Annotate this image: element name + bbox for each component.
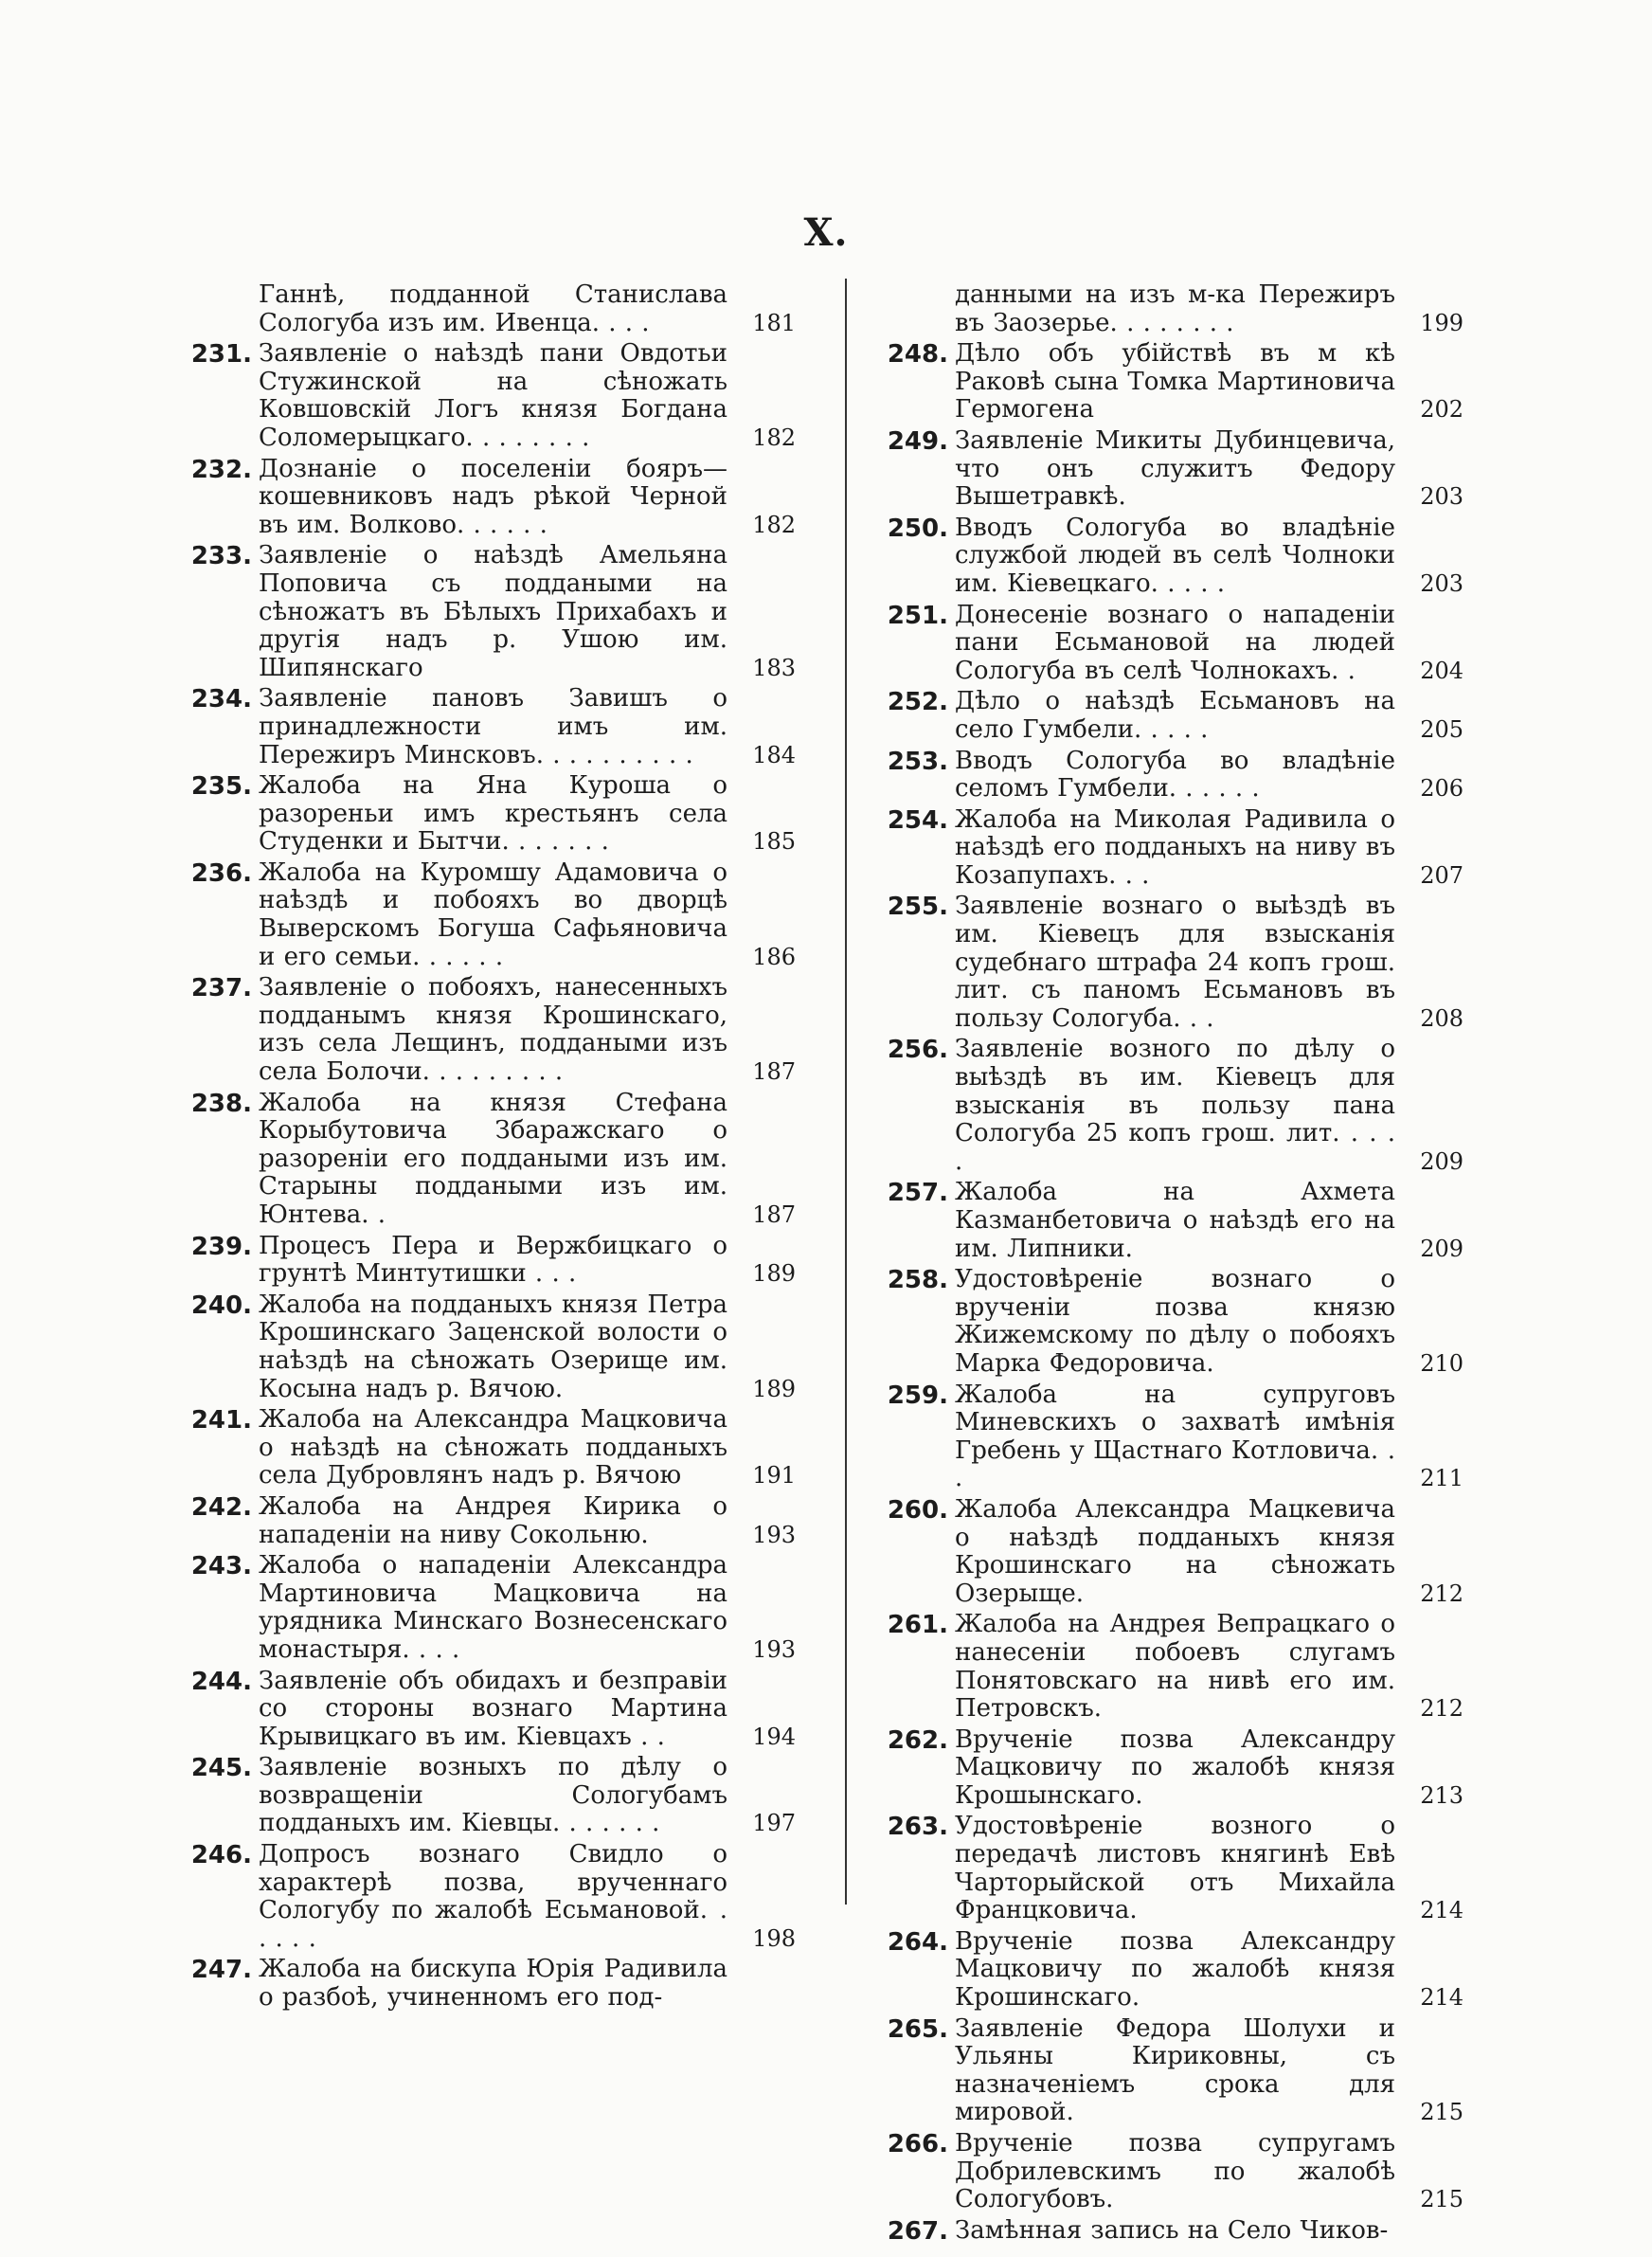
entry-page: 181 (752, 309, 796, 336)
toc-entry (876, 427, 1463, 512)
entry-number: 255. (887, 893, 948, 922)
entry-page: 189 (752, 1260, 796, 1288)
entry-text: Допросъ вознаго Свидло о характерѣ позва, врученнаго Сологубу по жалобѣ Есьмановой. . . . . . (259, 1840, 727, 1953)
entry-text: Жалоба на Яна Куроша о разореньи имъ крестьянъ села Студенки и Бытчи. . . . . . . (259, 771, 727, 857)
entry-text: Донесеніе вознаго о нападеніи пани Есьмановой на людей Сологуба въ селѣ Чолнокахъ. . (955, 600, 1395, 685)
entry-text: Заявленіе возного по дѣлу о выѣздѣ въ им. Кіевецъ для взысканія въ пользу пана Сологуба 25 копъ грош. лит. . . . . (955, 1035, 1395, 1176)
entry-text: Заявленіе о наѣздѣ пани Овдотьи Стужинской на сѣножать Ковшовскій Логъ князя Богдана Соломерыцкаго. . . . . . . . (259, 339, 727, 452)
entry-number: 256. (887, 1036, 948, 1065)
toc-entry (876, 1179, 1463, 1263)
entry-text: Удостовѣреніе возного о передачѣ листовъ княгинѣ Евѣ Чарторыйской отъ Михайла Францковича. (955, 1812, 1395, 1925)
entry-page: 203 (1420, 483, 1463, 511)
entry-page: 209 (1420, 1235, 1463, 1262)
entry-page: 184 (752, 741, 796, 768)
entry-page: 205 (1420, 715, 1463, 743)
entry-page: 197 (752, 1810, 796, 1837)
entry-page: 215 (1420, 2099, 1463, 2126)
entry-number: 252. (887, 688, 948, 717)
entry-text: Жалоба на Андрея Вепрацкаго о нанесеніи побоевъ слугамъ Понятовскаго на нивѣ его им. Петровскъ. (955, 1610, 1395, 1724)
entry-page: 215 (1420, 2186, 1463, 2213)
entry-page: 212 (1420, 1580, 1463, 1607)
entry-page: 191 (752, 1462, 796, 1490)
entry-number: 241. (190, 1406, 252, 1435)
toc-entry (180, 340, 796, 452)
entry-page: 204 (1420, 657, 1463, 684)
entry-text: Жалоба на Александра Мацковича о наѣздѣ на сѣножать подданыхъ села Дубровлянъ надъ р. Вячою (259, 1405, 727, 1490)
toc-entry (876, 806, 1463, 891)
entry-number: 248. (887, 340, 948, 370)
toc-entry (876, 281, 1463, 337)
entry-text: Врученіе позва супругамъ Добрилевскимъ по жалобѣ Сологубовъ. (955, 2129, 1395, 2214)
entry-text: Дѣло объ убійствѣ въ м кѣ Раковѣ сына Томка Мартиновича Гермогена (955, 339, 1395, 424)
entry-page: 213 (1420, 1781, 1463, 1809)
entry-number: 237. (190, 974, 252, 1003)
toc-entry (876, 1381, 1463, 1493)
toc-entry (876, 2217, 1463, 2246)
toc-entry (180, 859, 796, 971)
toc-entry (180, 1668, 796, 1752)
entry-text: Жалоба на Андрея Кирика о нападеніи на ниву Сокольню. (259, 1491, 727, 1549)
toc-entry (876, 340, 1463, 424)
entry-page: 210 (1420, 1349, 1463, 1377)
entry-text: Жалоба о нападеніи Александра Мартиновича Мацковича на урядника Минскаго Вознесенскаго монастыря. . . . (259, 1551, 727, 1664)
entry-page: 186 (752, 943, 796, 970)
entry-text: Вводъ Сологуба во владѣніе службой людей въ селѣ Чолноки им. Кіевецкаго. . . . . (955, 513, 1395, 598)
entry-page: 214 (1420, 1984, 1463, 2012)
entry-text: Врученіе позва Александру Мацковичу по жалобѣ князя Крошынскаго. (955, 1724, 1395, 1810)
entry-number: 240. (190, 1291, 252, 1320)
entry-number: 251. (887, 601, 948, 630)
entry-number: 245. (190, 1754, 252, 1783)
entry-page: 193 (752, 1635, 796, 1663)
toc-entry (876, 1726, 1463, 1811)
toc-entry (876, 1496, 1463, 1608)
toc-entry (876, 2015, 1463, 2127)
entry-text: Заявленіе о наѣздѣ Амельяна Поповича съ поддаными на сѣножатъ въ Бѣлыхъ Прихабахъ и другія надъ р. Ушою им. Шипянскаго (259, 541, 727, 682)
entry-number: 257. (887, 1179, 948, 1208)
entry-text: Жалоба на князя Стефана Корыбутовича Збаражскаго о разореніи его поддаными изъ им. Старыны поддаными изъ им. Юнтева. . (259, 1088, 727, 1229)
entry-number: 246. (190, 1841, 252, 1870)
toc-entry (180, 1956, 796, 2012)
entry-text: Врученіе позва Александру Мацковичу по жалобѣ князя Крошинскаго. (955, 1926, 1395, 2013)
toc-entry (876, 1611, 1463, 1723)
entry-text: Заявленіе Федора Шолухи и Ульяны Кириковны, съ назначеніемъ срока для мировой. (955, 2013, 1395, 2127)
entry-text: Процесъ Пера и Вержбицкаго о грунтѣ Минтутишки . . . (259, 1231, 727, 1289)
toc-entry (180, 772, 796, 857)
entry-text: Жалоба на Куромшу Адамовича о наѣздѣ и побояхъ во дворцѣ Выверскомъ Богуша Сафьяновича и его семьи. . . . . . (259, 858, 727, 971)
entry-text: Замѣнная запись на Село Чиков- (955, 2215, 1389, 2245)
entry-page: 194 (752, 1723, 796, 1750)
entry-page: 182 (752, 511, 796, 538)
entry-number: 238. (190, 1089, 252, 1118)
toc-entry (876, 602, 1463, 686)
toc-column-right (876, 281, 1463, 2245)
entry-text: Дознаніе о поселеніи бояръ—кошевниковъ надъ рѣкой Черной въ им. Волково. . . . . . (259, 454, 727, 539)
entry-number: 231. (190, 340, 252, 370)
entry-text: данными на изъ м-ка Пережиръ въ Заозерье. . . . . . . . (955, 280, 1395, 337)
entry-page: 211 (1420, 1465, 1463, 1492)
toc-entry (180, 1406, 796, 1490)
entry-number: 260. (887, 1495, 948, 1525)
entry-text: Заявленіе о побояхъ, нанесенныхъ подданымъ князя Крошинскаго, изъ села Лещинъ, поддаными изъ села Болочи. . . . . . . . . (259, 973, 727, 1087)
column-divider (845, 279, 847, 1905)
toc-entry (876, 515, 1463, 599)
toc-entry (180, 1233, 796, 1289)
entry-number: 258. (887, 1266, 948, 1295)
entry-number: 236. (190, 858, 252, 888)
toc-column-left (180, 281, 796, 2013)
toc-entry (876, 893, 1463, 1033)
entry-text: Заявленіе вознаго о выѣздѣ въ им. Кіевецъ для взысканія судебнаго штрафа 24 копъ грош. лит. съ паномъ Есьмановъ въ пользу Сологуба. . . (955, 892, 1395, 1033)
toc-entry (876, 1266, 1463, 1378)
toc-entry (180, 1552, 796, 1664)
entry-number: 239. (190, 1232, 252, 1261)
entry-page: 202 (1420, 396, 1463, 424)
toc-entry (876, 1928, 1463, 2013)
entry-text: Жалоба на бискупа Юрія Радивила о разбоѣ, учиненномъ его под- (259, 1955, 727, 2013)
toc-entry (876, 1036, 1463, 1176)
toc-entry (876, 748, 1463, 803)
entry-text: Заявленіе возныхъ по дѣлу о возвращеніи Сологубамъ подданыхъ им. Кіевцы. . . . . . . (259, 1753, 727, 1838)
entry-text: Вводъ Сологуба во владѣніе селомъ Гумбели. . . . . . (955, 746, 1395, 803)
entry-page: 209 (1420, 1147, 1463, 1175)
entry-number: 267. (887, 2216, 948, 2246)
entry-page: 185 (752, 828, 796, 856)
entry-number: 264. (887, 1927, 948, 1957)
entry-number: 259. (887, 1381, 948, 1410)
entry-number: 247. (190, 1956, 252, 1985)
entry-text: Жалоба Александра Мацкевича о наѣздѣ подданыхъ князя Крошинскаго на сѣножать Озерыще. (955, 1494, 1395, 1608)
entry-text: Жалоба на Ахмета Казманбетовича о наѣздѣ его на им. Липники. (955, 1178, 1395, 1263)
entry-number: 253. (887, 747, 948, 776)
entry-number: 249. (887, 426, 948, 456)
entry-page: 182 (752, 424, 796, 451)
entry-number: 261. (887, 1611, 948, 1640)
entry-number: 233. (190, 542, 252, 571)
entry-text: Ганнѣ, подданной Станислава Сологуба изъ им. Ивенца. . . . (259, 280, 727, 337)
toc-entry (180, 542, 796, 682)
toc-entry (180, 1090, 796, 1230)
entry-text: Заявленіе объ обидахъ и безправіи со стороны вознаго Мартина Крывицкаго въ им. Кіевцахъ . . (259, 1666, 727, 1751)
toc-entry (180, 974, 796, 1086)
toc-entry (876, 688, 1463, 744)
entry-number: 250. (887, 514, 948, 543)
entry-page: 187 (752, 1058, 796, 1086)
entry-number: 262. (887, 1725, 948, 1755)
entry-text: Жалоба на подданыхъ князя Петра Крошинскаго Заценской волости о наѣздѣ на сѣножать Озерище им. Косына надъ р. Вячою. (259, 1290, 727, 1403)
entry-number: 234. (190, 685, 252, 714)
entry-text: Заявленіе Микиты Дубинцевича, что онъ служитъ Федору Вышетравкѣ. (955, 425, 1395, 512)
toc-entry (180, 1754, 796, 1838)
entry-text: Заявленіе пановъ Завишъ о принадлежности имъ им. Пережиръ Минсковъ. . . . . . . . . . (259, 684, 727, 769)
toc-entry (180, 1493, 796, 1549)
entry-page: 198 (752, 1924, 796, 1952)
entry-number: 263. (887, 1813, 948, 1842)
entry-page: 189 (752, 1375, 796, 1402)
toc-entry (180, 281, 796, 337)
entry-page: 214 (1420, 1897, 1463, 1924)
entry-page: 207 (1420, 861, 1463, 889)
entry-page: 193 (752, 1521, 796, 1548)
entry-number: 254. (887, 805, 948, 835)
toc-entry (876, 2130, 1463, 2214)
entry-number: 266. (887, 2130, 948, 2158)
entry-page: 208 (1420, 1004, 1463, 1032)
entry-text: Удостовѣреніе вознаго о врученіи позва князю Жижемскому по дѣлу о побояхъ Марка Федоровича. (955, 1265, 1395, 1378)
toc-entry (180, 685, 796, 769)
entry-number: 242. (190, 1492, 252, 1522)
toc-entry (876, 1813, 1463, 1924)
entry-text: Жалоба на Миколая Радивила о наѣздѣ его подданыхъ на ниву въ Козапупахъ. . . (955, 804, 1395, 890)
entry-number: 232. (190, 455, 252, 484)
toc-entry (180, 1291, 796, 1403)
entry-text: Дѣло о наѣздѣ Есьмановъ на село Гумбели. . . . . (955, 687, 1395, 744)
entry-text: Жалоба на супруговъ Миневскихъ о захватѣ имѣнія Гребень у Щастнаго Котловича. . . (955, 1380, 1395, 1493)
entry-page: 183 (752, 654, 796, 681)
entry-page: 203 (1420, 569, 1463, 597)
entry-number: 243. (190, 1552, 252, 1581)
entry-number: 244. (190, 1667, 252, 1696)
entry-page: 199 (1420, 309, 1463, 336)
entry-page: 212 (1420, 1695, 1463, 1723)
toc-entry (180, 456, 796, 540)
entry-number: 265. (887, 2014, 948, 2044)
toc-entry (180, 1841, 796, 1953)
page-number: X. (803, 210, 849, 255)
entry-number: 235. (190, 772, 252, 802)
entry-page: 206 (1420, 775, 1463, 803)
entry-page: 187 (752, 1201, 796, 1228)
